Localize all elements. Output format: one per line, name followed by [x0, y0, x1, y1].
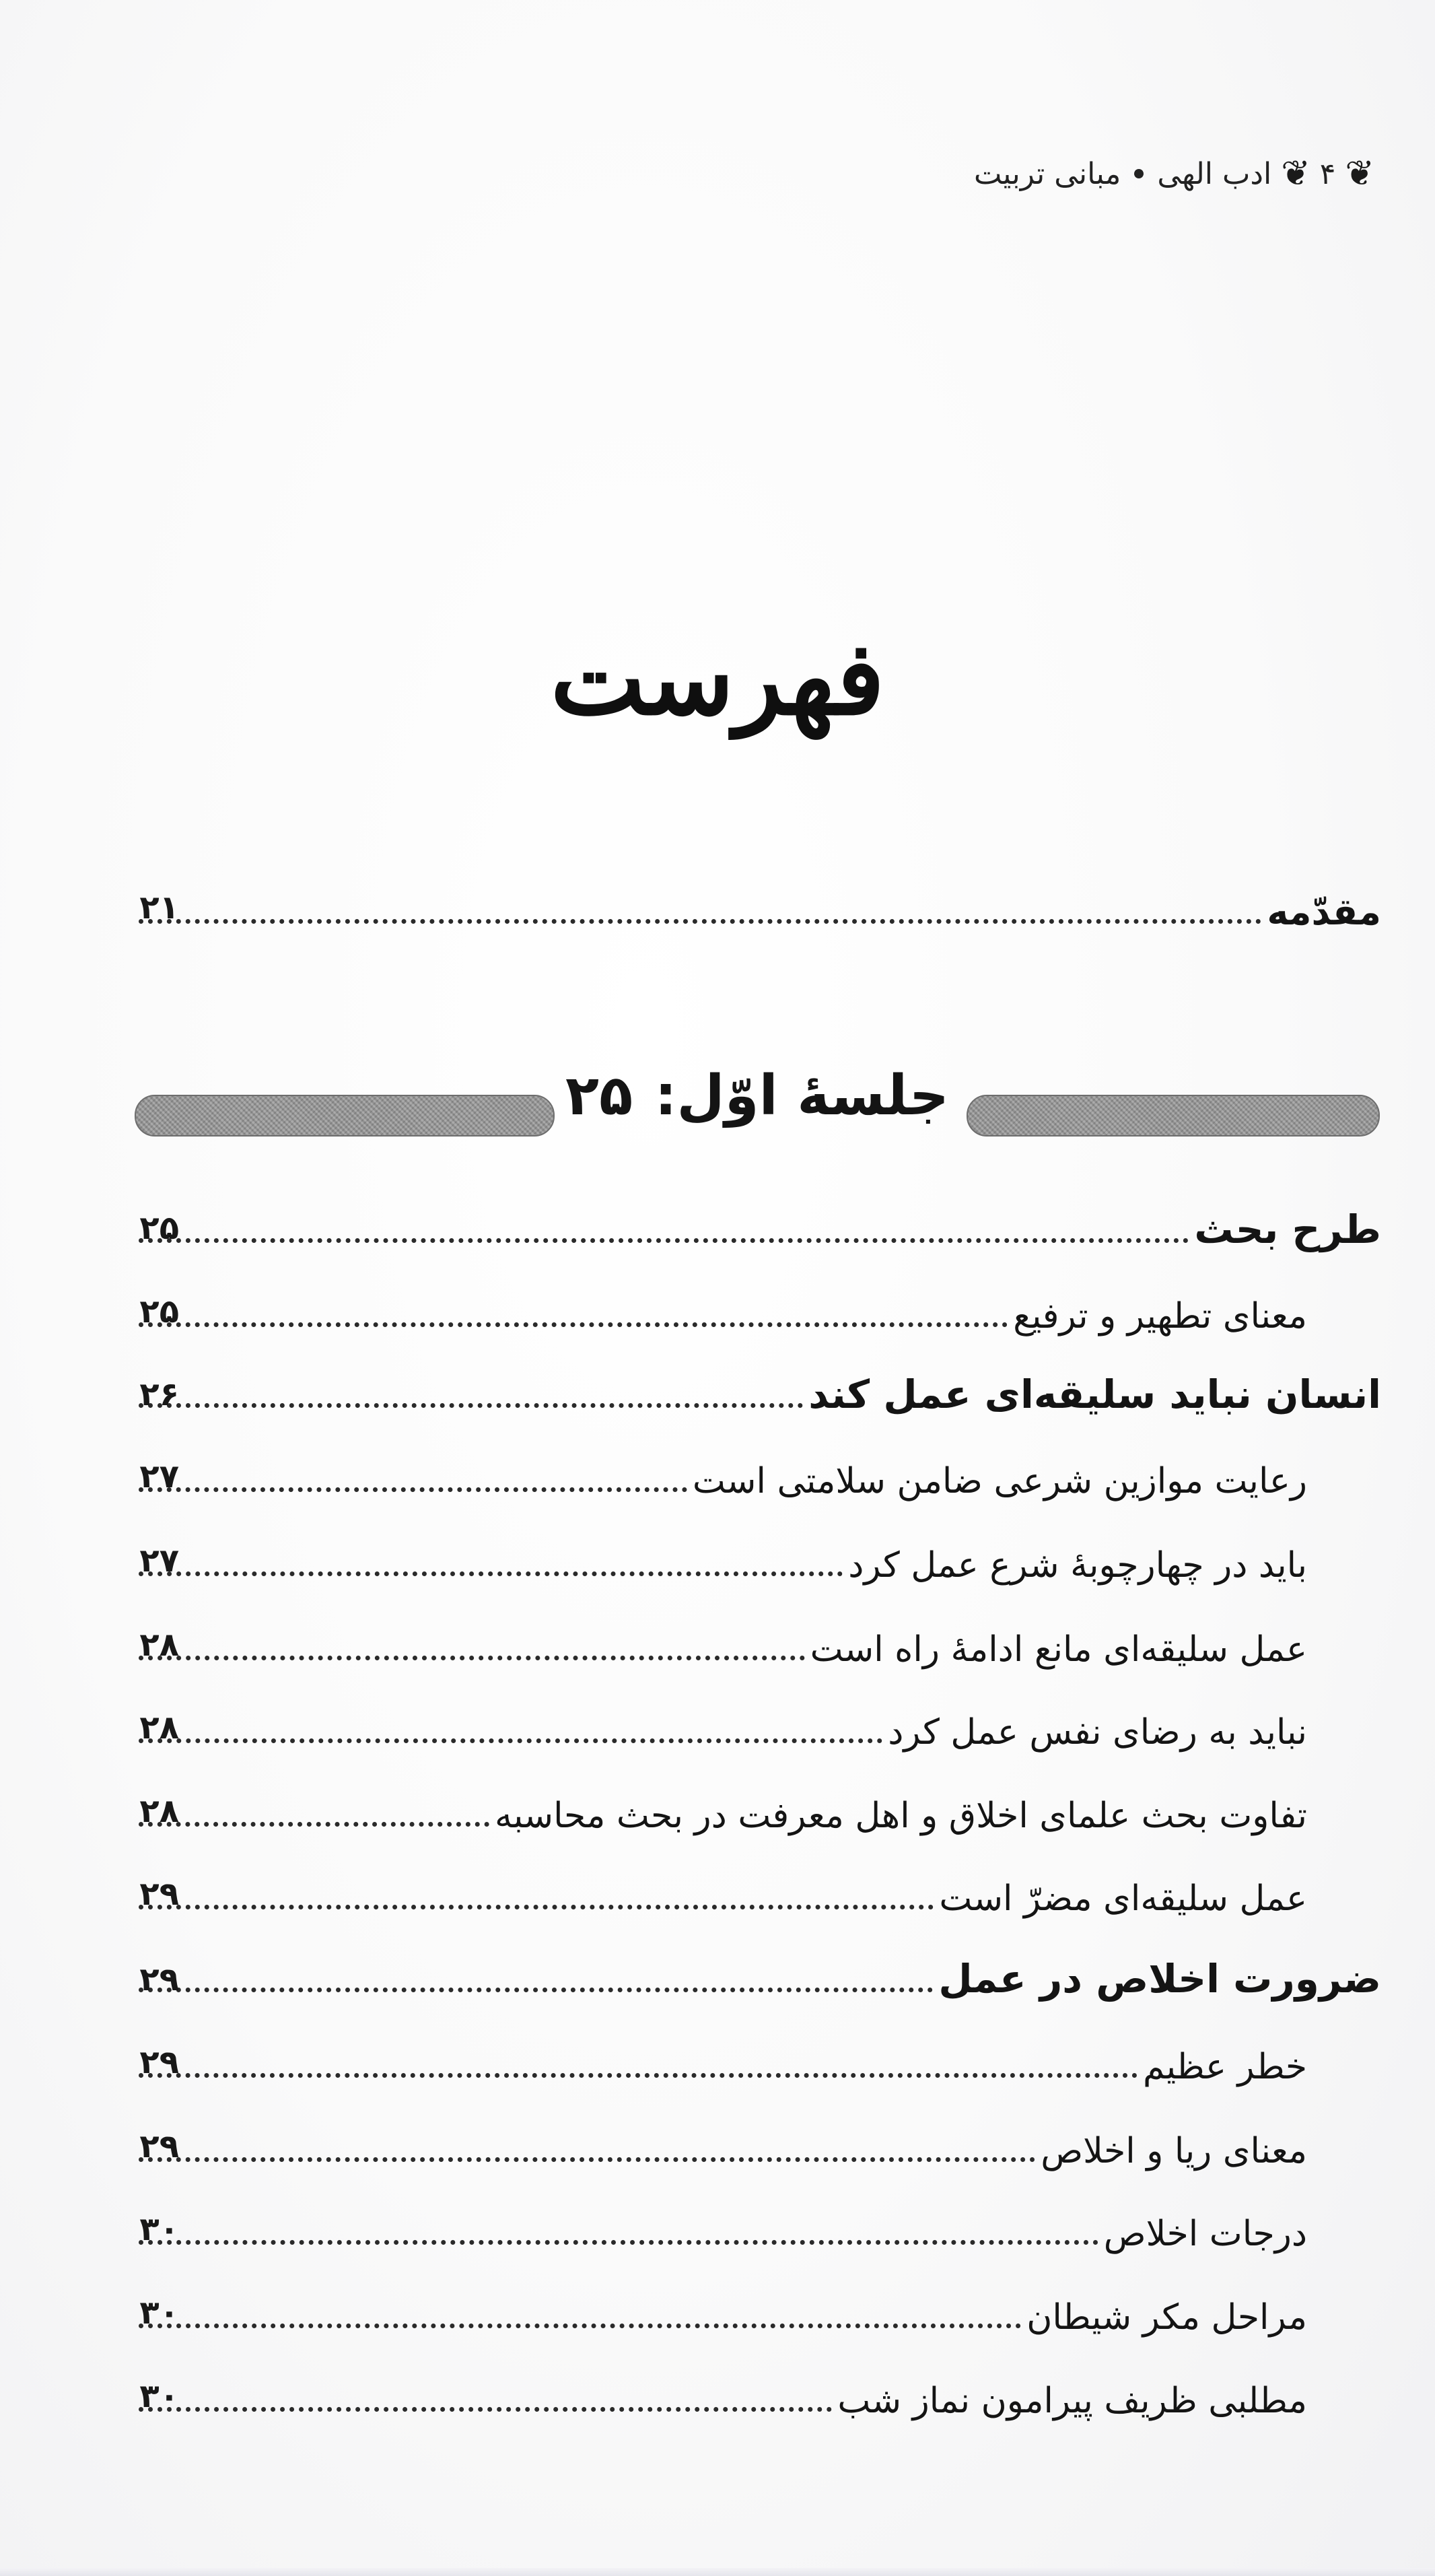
- toc-entry-label: مقدّمه: [1267, 891, 1381, 933]
- toc-entry-page: ۲۸: [139, 1792, 179, 1830]
- toc-entry-label: خطر عظیم: [1142, 2047, 1307, 2087]
- toc-entry-page: ۲۵: [139, 1293, 179, 1330]
- running-header: [973, 154, 1374, 194]
- bullet-icon: [1134, 169, 1144, 178]
- toc-entry-page: ۲۱: [139, 889, 179, 926]
- dot-leader: [139, 1322, 1008, 1327]
- toc-entry: [135, 2361, 1307, 2421]
- toc-entry-label: عمل سلیقه‌ای مانع ادامهٔ راه است: [810, 1629, 1307, 1670]
- dot-leader: [139, 1656, 805, 1660]
- toc-entry-page: ۳۰: [139, 2210, 179, 2248]
- toc-entry: [135, 1192, 1381, 1252]
- dot-leader: [139, 1988, 933, 1992]
- dot-leader: [139, 2324, 1021, 2328]
- toc-entry-label: طرح بحث: [1194, 1207, 1381, 1252]
- toc-entry-label: رعایت موازین شرعی ضامن سلامتی است: [692, 1461, 1307, 1501]
- toc-entry-label: معنای تطهیر و ترفیع: [1013, 1296, 1307, 1336]
- dot-leader: [139, 1403, 803, 1408]
- toc-entry: [135, 1692, 1307, 1753]
- toc-entry-page: ۲۹: [139, 2128, 179, 2165]
- toc-entry-label: تفاوت بحث علمای اخلاق و اهل معرفت در بحث محاسبه: [494, 1796, 1307, 1836]
- toc-entry-label: مراحل مکر شیطان: [1026, 2297, 1307, 2338]
- toc-entry-page: ۲۹: [139, 1961, 179, 1998]
- dot-leader: [139, 2407, 832, 2412]
- toc-entry: [135, 1525, 1307, 1586]
- page-edge: [0, 2568, 1435, 2576]
- dot-leader: [139, 2073, 1138, 2078]
- toc-entry-label: نباید به رضای نفس عمل کرد: [888, 1712, 1307, 1753]
- banner-bar-left: [135, 1095, 555, 1137]
- ornament-icon: ❦: [1281, 154, 1310, 194]
- toc-entry: [135, 2027, 1307, 2087]
- dot-leader: [139, 1238, 1189, 1243]
- toc-entry: [135, 2111, 1307, 2171]
- dot-leader: [139, 1738, 882, 1743]
- toc-entry-label: عمل سلیقه‌ای مضرّ است: [939, 1878, 1307, 1919]
- toc-entry-page: ۲۸: [139, 1626, 179, 1664]
- toc-entry-page: ۳۰: [139, 2377, 179, 2415]
- toc-entry-label: ضرورت اخلاص در عمل: [938, 1956, 1381, 2002]
- header-subtitle: مبانی تربیت: [973, 156, 1121, 191]
- session-heading: [565, 1064, 949, 1128]
- toc-entry-page: ۲۶: [139, 1376, 179, 1413]
- dot-leader: [139, 1905, 934, 1909]
- toc-entry: [135, 2277, 1307, 2338]
- dot-leader: [139, 1571, 843, 1576]
- dot-leader: [139, 2240, 1098, 2245]
- toc-entry-page: ۲۷: [139, 1542, 179, 1580]
- toc-entry: [135, 1357, 1381, 1417]
- banner-bar-right: [967, 1095, 1380, 1137]
- toc-entry-page: ۲۷: [139, 1458, 179, 1495]
- toc-entry-page: ۲۸: [139, 1709, 179, 1747]
- session-banner: [135, 1050, 1380, 1151]
- toc-entry: [135, 2194, 1307, 2254]
- toc-entry-page: ۳۰: [139, 2294, 179, 2332]
- toc-entry-label: درجات اخلاص: [1103, 2214, 1307, 2254]
- page-title: فهرست: [550, 619, 885, 738]
- toc-entry-label: معنای ریا و اخلاص: [1041, 2131, 1307, 2171]
- dot-leader: [139, 919, 1261, 924]
- toc-entry-label: مطلبی ظریف پیرامون نماز شب: [837, 2381, 1307, 2421]
- toc-entry: [135, 1276, 1307, 1336]
- header-page-number: ۴: [1319, 156, 1336, 191]
- session-heading-label: جلسهٔ اوّل:: [654, 1064, 949, 1128]
- dot-leader: [139, 1487, 687, 1492]
- session-heading-page: ۲۵: [565, 1064, 633, 1128]
- ornament-icon: ❦: [1345, 154, 1374, 194]
- toc-entry: [135, 1441, 1307, 1501]
- dot-leader: [139, 2157, 1035, 2162]
- toc-entry-page: ۲۹: [139, 1875, 179, 1913]
- toc-entry-page: ۲۹: [139, 2043, 179, 2081]
- toc-entry: [135, 1858, 1307, 1919]
- header-book-title: ادب الهی: [1157, 156, 1272, 191]
- toc-entry-label: باید در چهارچوبهٔ شرع عمل کرد: [848, 1545, 1307, 1586]
- toc-entry: [135, 1609, 1307, 1670]
- toc-entry: [135, 1941, 1381, 2002]
- toc-entry-intro: [135, 873, 1381, 933]
- toc-entry: [135, 1775, 1307, 1836]
- toc-entry-label: انسان نباید سلیقه‌ای عمل کند: [808, 1371, 1381, 1417]
- toc-entry-page: ۲۵: [139, 1209, 179, 1247]
- dot-leader: [139, 1822, 489, 1827]
